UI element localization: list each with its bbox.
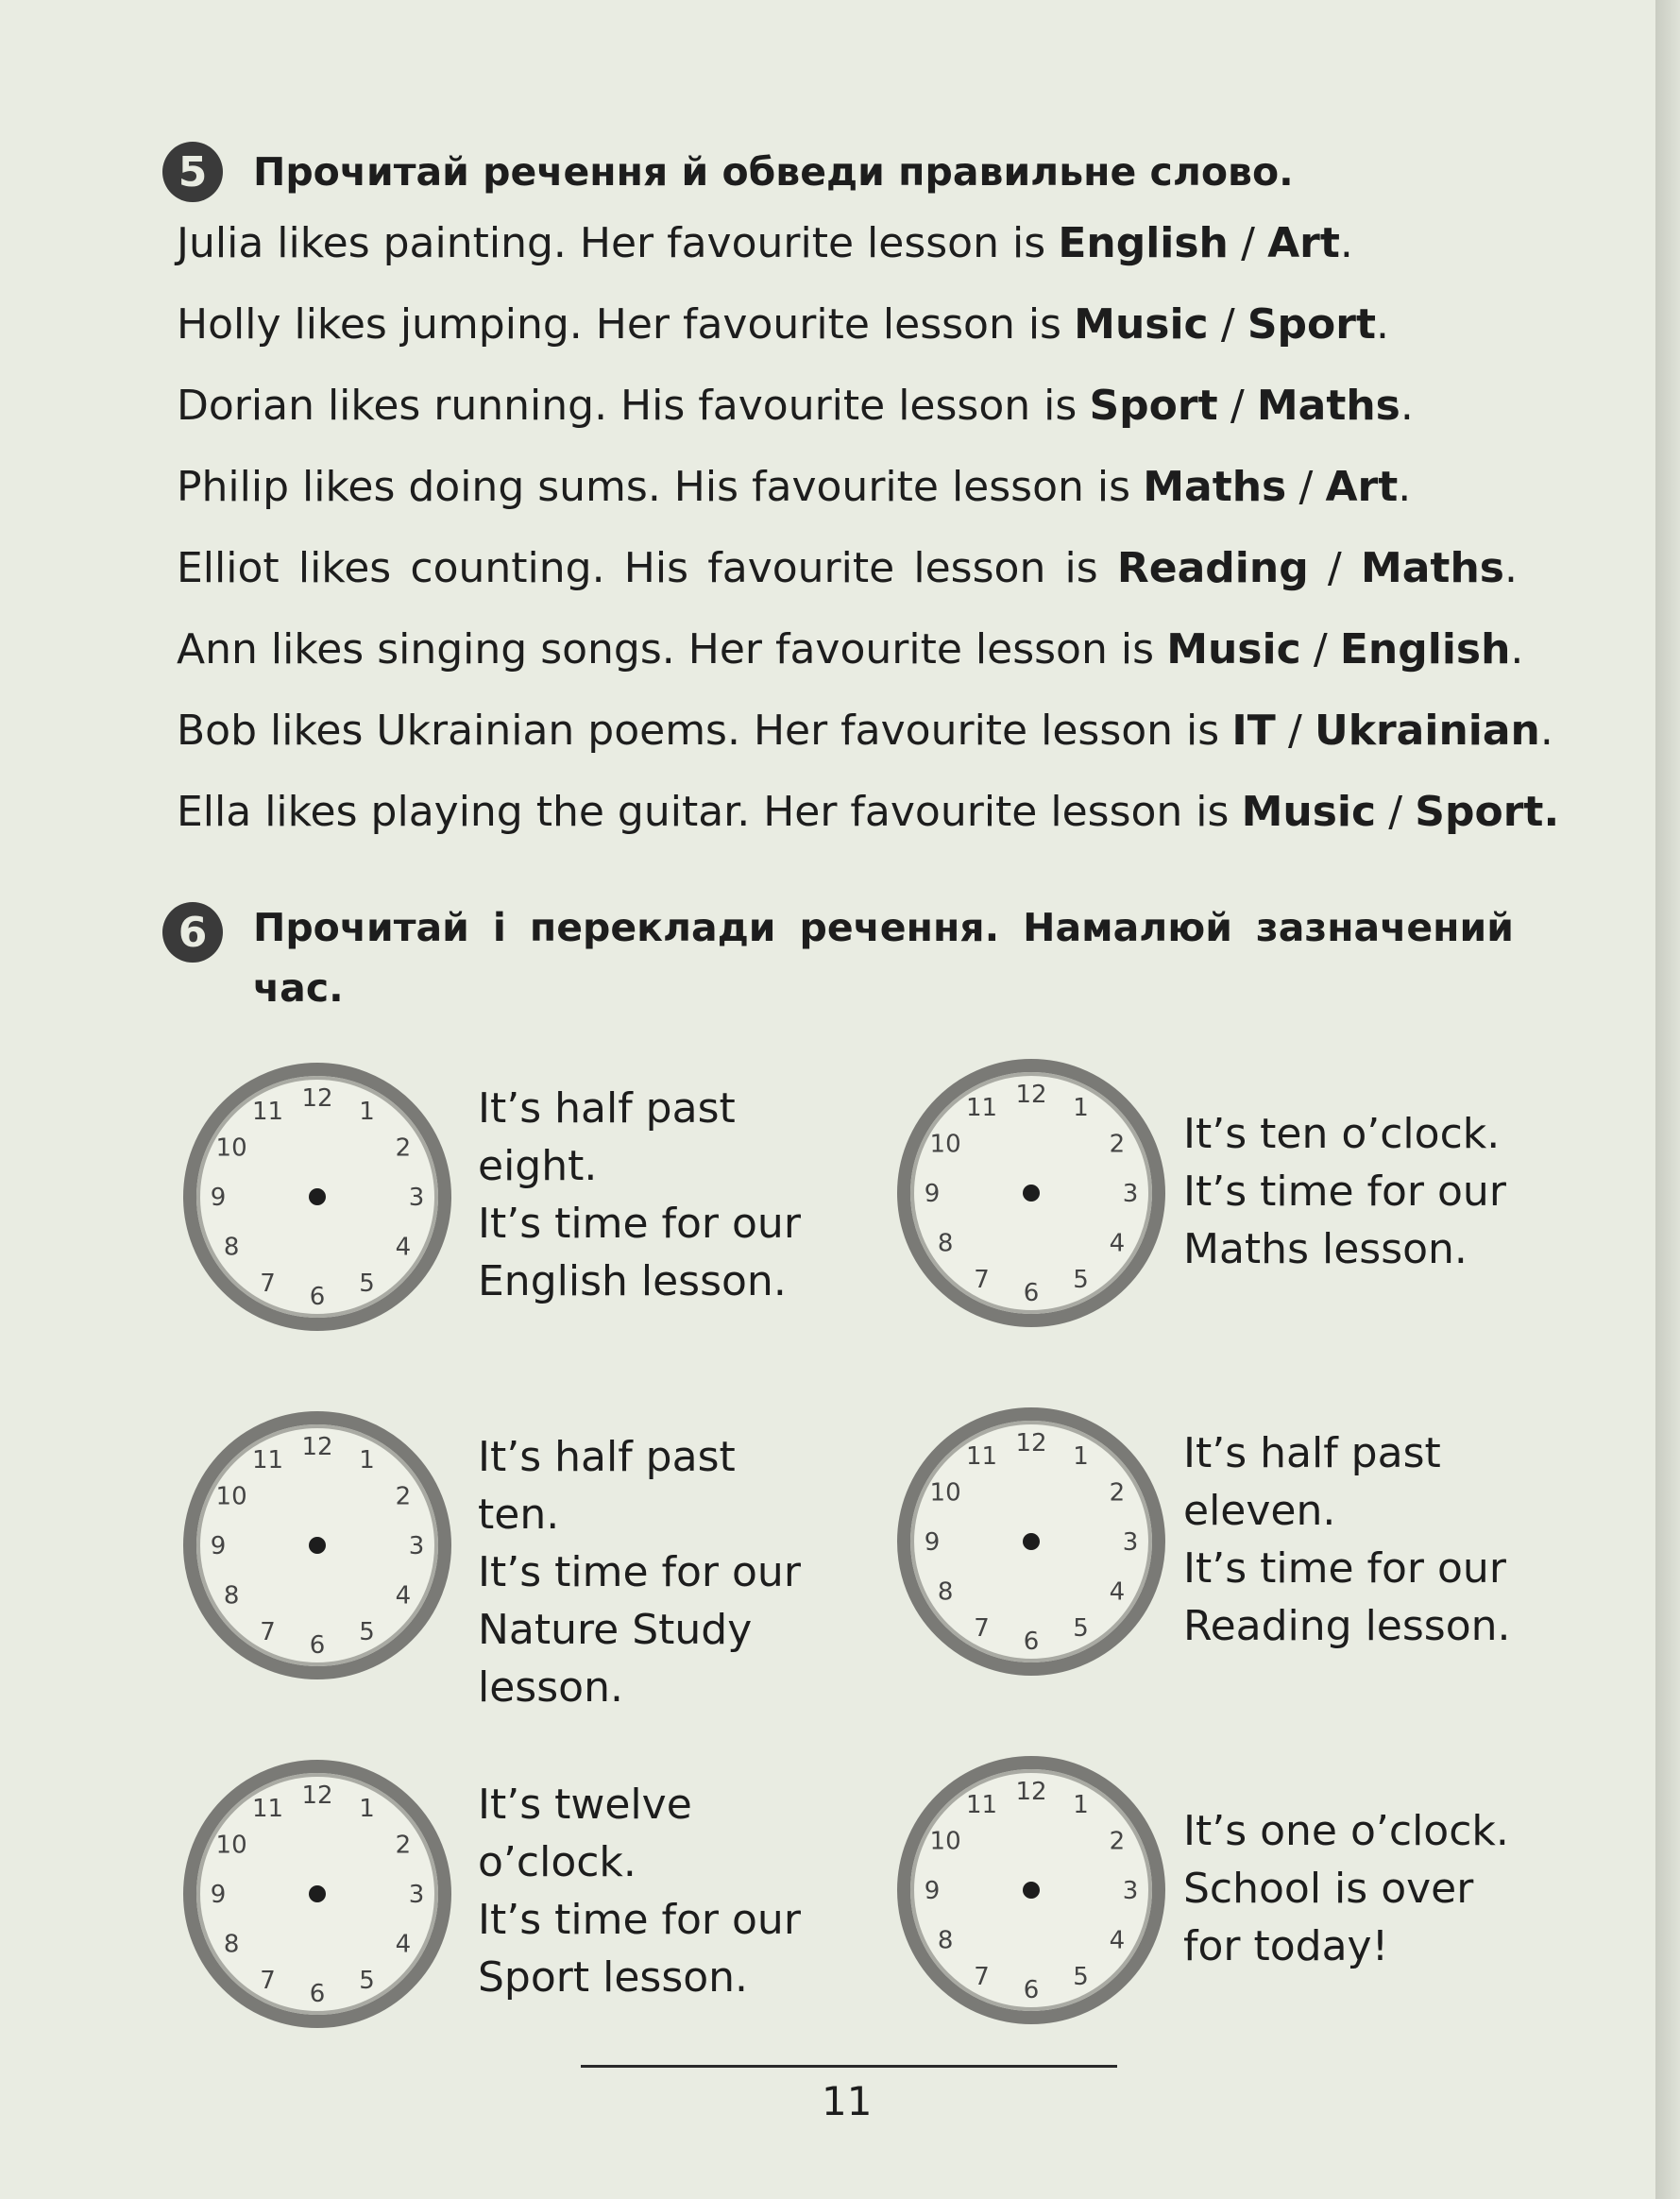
caption-line: Reading lesson.	[1183, 1602, 1511, 1650]
answer-option[interactable]: Ukrainian	[1314, 707, 1540, 755]
caption-line: lesson.	[478, 1663, 623, 1712]
sentence-text: Julia likes painting. Her favourite lesson is	[177, 219, 1046, 267]
clock-numeral: 10	[215, 1134, 247, 1163]
sentence-end: .	[1376, 300, 1389, 349]
caption-line: Maths lesson.	[1183, 1225, 1468, 1273]
clock-numeral: 10	[929, 1130, 961, 1159]
clock-numeral: 12	[301, 1781, 333, 1810]
clock-numeral: 3	[408, 1881, 425, 1909]
clock-face[interactable]	[890, 1051, 1173, 1335]
option-separator: /	[1230, 382, 1245, 430]
sentence-word: lesson	[913, 544, 1046, 592]
clock-center-dot	[309, 1885, 326, 1902]
caption-line: It’s half past	[478, 1084, 736, 1133]
clock-numeral: 5	[1073, 1962, 1089, 1991]
sentence-row	[177, 544, 1518, 592]
sentence-text: Ann likes singing songs. Her favourite lesson is	[177, 625, 1154, 673]
clock-numeral: 12	[301, 1433, 333, 1461]
answer-option[interactable]: Maths	[1360, 544, 1504, 592]
caption-line: It’s time for our	[478, 1896, 801, 1944]
caption-line: School is over	[1183, 1865, 1474, 1913]
clock-numeral: 7	[974, 1613, 990, 1643]
caption-line: It’s one o’clock.	[1183, 1807, 1509, 1855]
clock-numeral: 6	[309, 1631, 326, 1660]
clock-numeral: 6	[309, 1980, 326, 2008]
clock-numeral: 9	[924, 1528, 941, 1557]
clock-numeral: 10	[215, 1482, 247, 1511]
clock-caption	[478, 1428, 818, 1716]
sentence-end: .	[1398, 463, 1412, 511]
caption-line: o’clock.	[478, 1838, 636, 1886]
caption-line: It’s ten o’clock.	[1183, 1110, 1501, 1158]
clock-numeral: 7	[974, 1265, 990, 1294]
clock-numeral: 4	[395, 1581, 412, 1611]
clock-numeral: 5	[1073, 1613, 1089, 1643]
clock-numeral: 4	[395, 1930, 412, 1959]
caption-line: for today!	[1183, 1922, 1389, 1970]
sentence-row	[177, 707, 1553, 755]
clock-numeral: 1	[359, 1795, 375, 1824]
option-separator: /	[1327, 544, 1342, 592]
page-number: 11	[822, 2078, 873, 2124]
clock-numeral: 5	[359, 1269, 375, 1298]
exercise-6-number-badge: 6	[162, 902, 223, 963]
clock-numeral: 7	[974, 1962, 990, 1991]
clock-numeral: 8	[937, 1926, 954, 1955]
clock-face[interactable]	[176, 1055, 459, 1338]
clock-numeral: 4	[395, 1233, 412, 1262]
answer-option[interactable]: Art	[1325, 463, 1399, 511]
sentence-end: .	[1510, 625, 1524, 673]
clock-numeral: 7	[260, 1966, 276, 1995]
caption-line: It’s time for our	[478, 1200, 801, 1248]
clock-numeral: 1	[1073, 1791, 1089, 1820]
clock-numeral: 8	[223, 1233, 240, 1262]
caption-line: It’s twelve	[478, 1781, 692, 1829]
clock-numeral: 7	[260, 1617, 276, 1646]
clock-numeral: 11	[251, 1795, 284, 1824]
clock-numeral: 9	[210, 1532, 227, 1560]
clock-numeral: 2	[395, 1482, 412, 1511]
clock-numeral: 4	[1109, 1577, 1126, 1607]
clock-numeral: 1	[1073, 1094, 1089, 1123]
clock-numeral: 6	[1023, 1628, 1040, 1656]
clock-face[interactable]	[176, 1404, 459, 1687]
clock-numeral: 11	[965, 1094, 998, 1123]
option-separator: /	[1287, 707, 1302, 755]
sentence-text: Dorian likes running. His favourite lesson is	[177, 382, 1078, 430]
page-edge-shadow	[1655, 0, 1680, 2199]
answer-option[interactable]: English	[1339, 625, 1511, 673]
clock-numeral: 8	[937, 1229, 954, 1258]
sentence-row	[177, 463, 1518, 511]
sentence-word: Elliot	[177, 544, 280, 592]
clock-numeral: 12	[1015, 1081, 1047, 1109]
sentence-end: .	[1400, 382, 1414, 430]
clock-numeral: 1	[359, 1098, 375, 1127]
footer-rule	[581, 2065, 1117, 2068]
clock-numeral: 4	[1109, 1926, 1126, 1955]
answer-option[interactable]: Sport	[1247, 300, 1376, 349]
clock-numeral: 11	[251, 1446, 284, 1475]
clock-numeral: 2	[395, 1134, 412, 1163]
title-word: зазначений	[1255, 905, 1514, 950]
clock-caption	[1183, 1802, 1523, 1975]
clock-numeral: 12	[1015, 1778, 1047, 1806]
sentence-text: Holly likes jumping. Her favourite lesson is	[177, 300, 1061, 349]
title-word: Намалюй	[1023, 905, 1232, 950]
answer-option[interactable]: IT	[1231, 707, 1276, 755]
caption-line: Nature Study	[478, 1606, 753, 1654]
option-separator: /	[1220, 300, 1235, 349]
sentence-row	[177, 219, 1518, 267]
clock-numeral: 7	[260, 1269, 276, 1298]
clock-numeral: 12	[1015, 1429, 1047, 1457]
clock-numeral: 3	[1122, 1877, 1139, 1905]
answer-option[interactable]: Sport	[1089, 382, 1218, 430]
clock-numeral: 11	[965, 1791, 998, 1820]
clock-numeral: 6	[309, 1283, 326, 1311]
clock-caption	[478, 1776, 818, 2006]
clock-caption	[1183, 1424, 1523, 1655]
answer-option[interactable]: Reading	[1116, 544, 1309, 592]
caption-line: eleven.	[1183, 1487, 1336, 1535]
clock-face[interactable]	[890, 1748, 1173, 2032]
clock-numeral: 9	[210, 1881, 227, 1909]
answer-option[interactable]: Sport.	[1415, 788, 1560, 836]
sentence-text: Ella likes playing the guitar. Her favourite lesson is	[177, 788, 1230, 836]
clock-face[interactable]	[176, 1752, 459, 2036]
answer-option[interactable]: Music	[1074, 300, 1209, 349]
answer-option[interactable]: Maths	[1143, 463, 1287, 511]
sentence-word: is	[1064, 544, 1098, 592]
title-word: переклади	[529, 905, 776, 950]
clock-numeral: 8	[937, 1577, 954, 1607]
clock-numeral: 12	[301, 1084, 333, 1113]
sentence-text: Philip likes doing sums. His favourite lesson is	[177, 463, 1131, 511]
option-separator: /	[1298, 463, 1314, 511]
sentence-word: counting.	[410, 544, 605, 592]
option-separator: /	[1313, 625, 1328, 673]
answer-option[interactable]: Music	[1166, 625, 1301, 673]
sentence-word: favourite	[707, 544, 895, 592]
clock-numeral: 1	[359, 1446, 375, 1475]
clock-numeral: 9	[924, 1180, 941, 1208]
exercise-6-title-line-1	[253, 897, 1514, 958]
sentence-word: His	[623, 544, 689, 592]
clock-numeral: 3	[408, 1532, 425, 1560]
caption-line: It’s half past ten.	[478, 1433, 736, 1539]
clock-numeral: 2	[1109, 1130, 1126, 1159]
clock-caption	[478, 1080, 818, 1310]
clock-center-dot	[1023, 1185, 1040, 1202]
caption-line: English lesson.	[478, 1257, 787, 1305]
clock-center-dot	[1023, 1533, 1040, 1550]
clock-face[interactable]	[890, 1400, 1173, 1683]
clock-numeral: 10	[929, 1827, 961, 1856]
caption-line: eight.	[478, 1142, 598, 1190]
sentence-end: .	[1503, 544, 1518, 592]
sentence-row	[177, 382, 1518, 430]
answer-option[interactable]: Maths	[1256, 382, 1400, 430]
clock-numeral: 5	[359, 1966, 375, 1995]
clock-numeral: 3	[1122, 1528, 1139, 1557]
caption-line: It’s half past	[1183, 1429, 1441, 1477]
clock-numeral: 2	[395, 1831, 412, 1860]
sentence-text: Bob likes Ukrainian poems. Her favourite lesson is	[177, 707, 1220, 755]
sentence-row	[177, 625, 1524, 673]
title-word: речення.	[799, 905, 1000, 950]
sentence-row	[177, 300, 1518, 349]
clock-numeral: 2	[1109, 1827, 1126, 1856]
title-word: Прочитай	[253, 905, 469, 950]
answer-option[interactable]: Music	[1241, 788, 1377, 836]
clock-numeral: 10	[215, 1831, 247, 1860]
clock-numeral: 8	[223, 1930, 240, 1959]
clock-numeral: 5	[359, 1617, 375, 1646]
sentence-end: .	[1339, 219, 1353, 267]
clock-numeral: 9	[924, 1877, 941, 1905]
exercise-5-title: Прочитай речення й обведи правильне слово.	[253, 149, 1294, 195]
clock-numeral: 6	[1023, 1279, 1040, 1307]
clock-numeral: 3	[408, 1184, 425, 1212]
clock-numeral: 6	[1023, 1976, 1040, 2004]
answer-option[interactable]: English	[1058, 219, 1229, 267]
clock-numeral: 5	[1073, 1265, 1089, 1294]
exercise-6-title-line-2: час.	[253, 965, 344, 1011]
caption-line: It’s time for our	[1183, 1168, 1506, 1216]
sentence-row	[177, 788, 1560, 836]
caption-line: It’s time for our	[478, 1548, 801, 1596]
caption-line: It’s time for our	[1183, 1544, 1506, 1593]
caption-line: Sport lesson.	[478, 1953, 749, 2002]
sentence-word: likes	[297, 544, 392, 592]
exercise-5-number-badge: 5	[162, 142, 223, 202]
clock-numeral: 11	[251, 1098, 284, 1127]
option-separator: /	[1388, 788, 1403, 836]
option-separator: /	[1241, 219, 1255, 267]
clock-numeral: 1	[1073, 1442, 1089, 1472]
sentence-end: .	[1539, 707, 1553, 755]
clock-center-dot	[309, 1188, 326, 1205]
clock-center-dot	[309, 1537, 326, 1554]
clock-numeral: 11	[965, 1442, 998, 1472]
title-word: і	[492, 905, 506, 950]
sentence-tail	[1361, 544, 1518, 592]
clock-numeral: 4	[1109, 1229, 1126, 1258]
clock-caption	[1183, 1105, 1523, 1278]
clock-numeral: 10	[929, 1478, 961, 1508]
clock-numeral: 3	[1122, 1180, 1139, 1208]
clock-numeral: 8	[223, 1581, 240, 1611]
clock-center-dot	[1023, 1882, 1040, 1899]
clock-numeral: 9	[210, 1184, 227, 1212]
clock-numeral: 2	[1109, 1478, 1126, 1508]
answer-option[interactable]: Art	[1267, 219, 1340, 267]
